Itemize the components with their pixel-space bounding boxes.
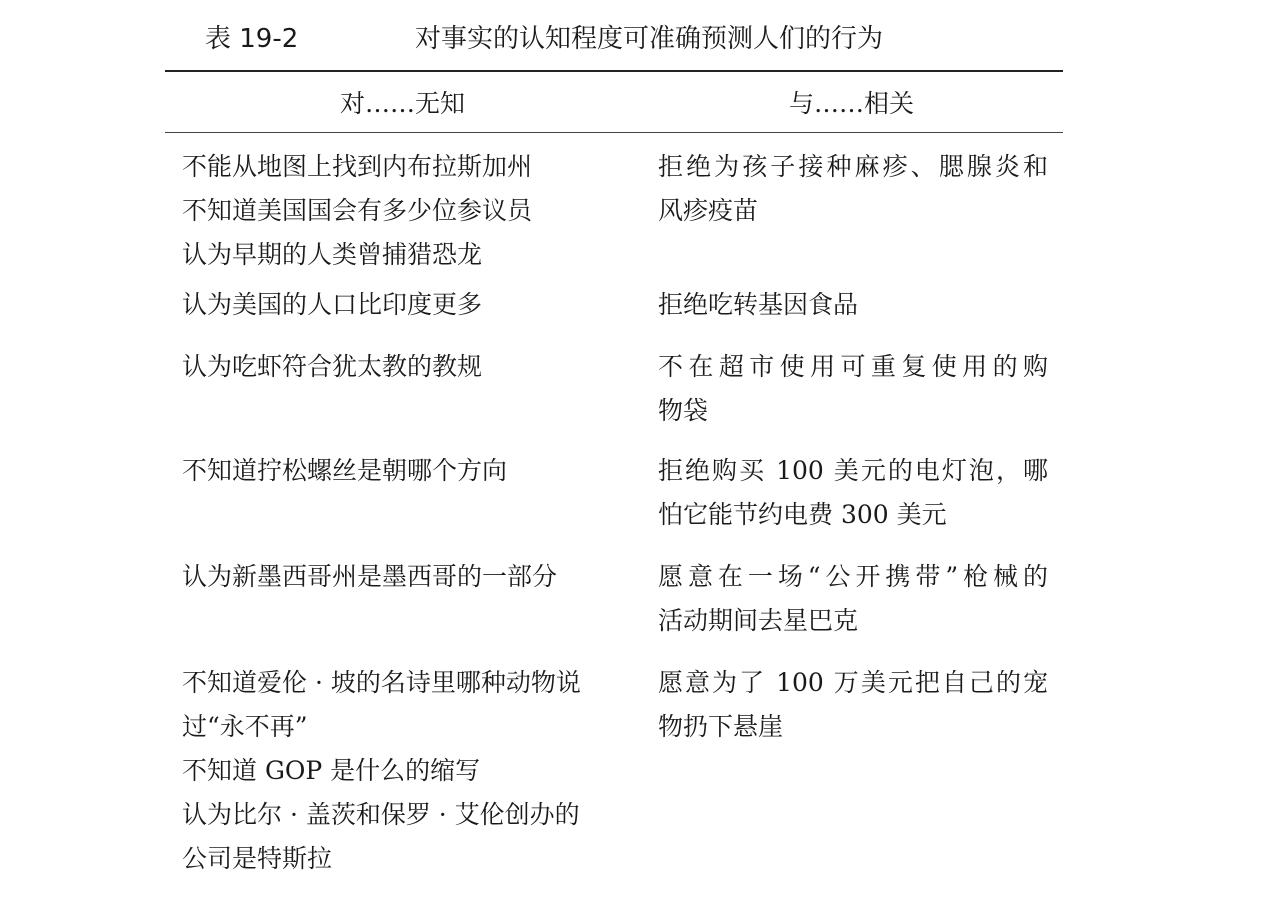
cell-line: 不知道拧松螺丝是朝哪个方向 bbox=[182, 456, 508, 485]
cell-ignorance bbox=[165, 345, 640, 449]
column-header-related: 与……相关 bbox=[788, 89, 914, 118]
table-title: 对事实的认知程度可准确预测人们的行为 bbox=[415, 24, 884, 54]
cell-line: 物扔下悬崖 bbox=[658, 712, 784, 741]
cell-line: 不知道美国国会有多少位参议员 bbox=[182, 196, 533, 225]
cell-related bbox=[640, 283, 1063, 345]
cell-line: 认为吃虾符合犹太教的教规 bbox=[182, 352, 483, 381]
cell-line: 活动期间去星巴克 bbox=[658, 606, 859, 635]
cell-ignorance bbox=[165, 555, 640, 661]
cell-line: 拒绝购买 100 美元的电灯泡，哪 bbox=[658, 456, 1048, 485]
cell-line: 不能从地图上找到内布拉斯加州 bbox=[182, 152, 533, 181]
table-row bbox=[165, 449, 1063, 555]
cell-line: 认为新墨西哥州是墨西哥的一部分 bbox=[182, 562, 558, 591]
cell-line: 拒绝为孩子接种麻疹、腮腺炎和 bbox=[658, 152, 1048, 181]
cell-line: 认为早期的人类曾捕猎恐龙 bbox=[182, 240, 483, 269]
table-row bbox=[165, 283, 1063, 345]
cell-related bbox=[640, 555, 1063, 661]
cell-ignorance bbox=[165, 145, 640, 283]
table-body bbox=[165, 133, 1063, 881]
cell-line: 拒绝吃转基因食品 bbox=[658, 290, 859, 319]
cell-ignorance bbox=[165, 283, 640, 345]
cell-line: 愿意为了 100 万美元把自己的宠 bbox=[658, 668, 1048, 697]
table-header bbox=[165, 72, 1063, 132]
cell-line: 过“永不再” bbox=[182, 712, 308, 741]
cell-related bbox=[640, 145, 1063, 283]
cell-line: 风疹疫苗 bbox=[658, 196, 759, 225]
cell-related bbox=[640, 449, 1063, 555]
cell-line: 愿意在一场“公开携带”枪械的 bbox=[658, 562, 1048, 591]
table-row bbox=[165, 661, 1063, 881]
cell-line: 不知道 GOP 是什么的缩写 bbox=[182, 756, 481, 785]
table-row bbox=[165, 555, 1063, 661]
table-row bbox=[165, 345, 1063, 449]
cell-line: 怕它能节约电费 300 美元 bbox=[658, 500, 947, 529]
cell-line: 不在超市使用可重复使用的购 bbox=[658, 352, 1048, 381]
cell-line: 物袋 bbox=[658, 396, 709, 425]
cell-ignorance bbox=[165, 449, 640, 555]
column-header-ignorance: 对……无知 bbox=[339, 89, 465, 118]
cell-related bbox=[640, 345, 1063, 449]
cell-line: 认为美国的人口比印度更多 bbox=[182, 290, 483, 319]
cell-line: 认为比尔 · 盖茨和保罗 · 艾伦创办的 bbox=[182, 800, 580, 829]
facts-behavior-table bbox=[165, 14, 1063, 881]
cell-line: 公司是特斯拉 bbox=[182, 844, 333, 873]
cell-ignorance bbox=[165, 661, 640, 881]
table-caption bbox=[165, 14, 1063, 64]
cell-related bbox=[640, 661, 1063, 881]
cell-line: 不知道爱伦 · 坡的名诗里哪种动物说 bbox=[182, 668, 581, 697]
table-row bbox=[165, 145, 1063, 283]
table-number: 表 19-2 bbox=[205, 24, 299, 54]
